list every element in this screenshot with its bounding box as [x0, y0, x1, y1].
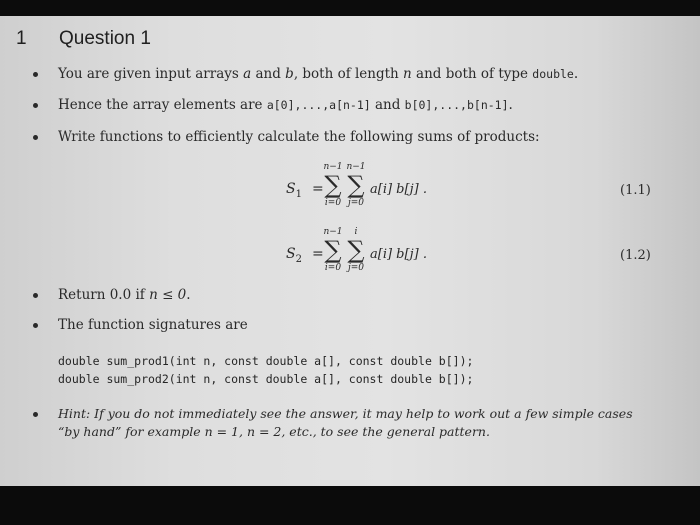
summation-inner-icon: i ∑ j=0 [347, 227, 365, 273]
question-title: Question 1 [59, 28, 151, 49]
bullet-text: The function signatures are [58, 317, 248, 333]
equals-sign: = [312, 181, 324, 197]
top-dark-border [0, 0, 700, 16]
bullet-text: Return 0.0 if n ≤ 0. [58, 287, 191, 303]
code-signature-1: double sum_prod1(int n, const double a[], const double b[]); [58, 354, 474, 368]
hint-line-2: “by hand” for example n = 1, n = 2, etc., to see the general pattern. [58, 424, 490, 439]
summation-inner-icon: n−1 ∑ j=0 [346, 162, 366, 208]
hint-line-1: Hint: If you do not immediately see the answer, it may help to work out a few simple cases [58, 406, 633, 421]
bullet-text: Hence the array elements are a[0],...,a[n-1] and b[0],...,b[n-1]. [58, 97, 513, 113]
summation-outer-icon: n−1 ∑ i=0 [323, 227, 343, 273]
equation-body: a[i] b[j] . [370, 182, 427, 197]
question-number: 1 [16, 28, 27, 49]
equation-number: (1.2) [620, 248, 651, 263]
bullet-dot-icon [33, 72, 38, 77]
bullet-text: Write functions to efficiently calculate the following sums of products: [58, 129, 540, 145]
equation-body: a[i] b[j] . [370, 247, 427, 262]
code-signature-2: double sum_prod2(int n, const double a[], const double b[]); [58, 372, 474, 386]
equals-sign: = [312, 246, 324, 262]
bullet-dot-icon [33, 323, 38, 328]
bullet-dot-icon [33, 103, 38, 108]
equation-1-1 [0, 161, 700, 221]
equation-number: (1.1) [620, 183, 651, 198]
equation-lhs: $S_1$ [286, 181, 302, 200]
bullet-text: You are given input arrays a and b, both of length n and both of type double. [58, 66, 579, 82]
bottom-dark-border [0, 486, 700, 525]
equation-lhs: $S_2$ [286, 246, 302, 265]
bullet-dot-icon [33, 135, 38, 140]
bullet-dot-icon [33, 412, 38, 417]
summation-outer-icon: n−1 ∑ i=0 [323, 162, 343, 208]
document-page [0, 16, 700, 486]
equation-1-2 [0, 226, 700, 286]
bullet-dot-icon [33, 293, 38, 298]
